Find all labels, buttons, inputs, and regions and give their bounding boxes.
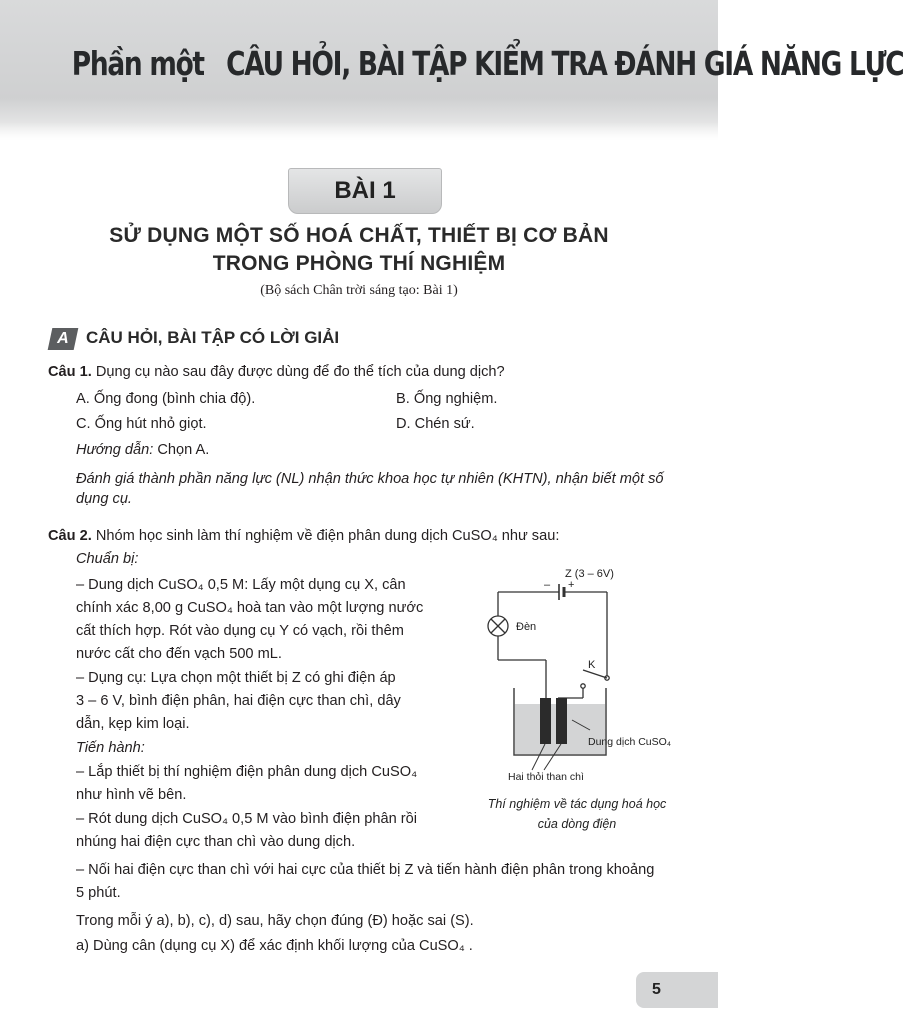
question-1-label: Câu 1. <box>48 364 92 380</box>
lesson-source: (Bộ sách Chân trời sáng tạo: Bài 1) <box>260 283 458 298</box>
q1-assessment-line2: dụng cụ. <box>76 491 132 507</box>
switch-contact <box>581 684 585 688</box>
question-2-label: Câu 2. <box>48 528 92 544</box>
question-2 <box>48 526 559 546</box>
page-number: 5 <box>652 981 661 998</box>
q1-option-c: C. Ống hút nhỏ giọt. <box>76 416 207 432</box>
q2-step1-line: như hình vẽ bên. <box>76 787 187 803</box>
q2-prep2-line: dẫn, kẹp kim loại. <box>76 716 190 732</box>
q1-guide-label: Hướng dẫn: <box>76 442 154 458</box>
q1-guide-answer: Chọn A. <box>157 442 210 458</box>
q2-prep1-line: cất thích hợp. Rót vào dụng cụ Y có vạch, rồi thêm <box>76 623 404 639</box>
source-label: Z (3 – 6V) <box>565 568 614 580</box>
q2-prep2-line: – Dụng cụ: Lựa chọn một thiết bị Z có ghi điện áp <box>76 670 396 686</box>
q1-guide <box>76 440 209 460</box>
q2-step2-line: nhúng hai điện cực than chì vào dung dịch. <box>76 834 356 850</box>
q2-procedure-label: Tiến hành: <box>76 740 145 756</box>
q2-prep1-line: – Dung dịch CuSO₄ 0,5 M: Lấy một dụng cụ X, cân <box>76 577 406 593</box>
lesson-label: BÀI 1 <box>288 168 442 214</box>
q2-step3-line: – Nối hai điện cực than chì với hai cực của thiết bị Z và tiến hành điện phân trong khoảng <box>76 862 655 878</box>
section-badge-letter: A <box>55 330 71 347</box>
question-1-text: Dụng cụ nào sau đây được dùng để đo thể tích của dung dịch? <box>95 364 505 380</box>
solution-label: Dung dịch CuSO₄ <box>588 736 672 748</box>
caption-line1: Thí nghiệm về tác dụng hoá học <box>487 797 667 811</box>
electrode-right <box>556 698 567 744</box>
q2-prep2-line: 3 – 6 V, bình điện phân, hai điện cực than chì, dây <box>76 693 401 709</box>
electrode-left <box>540 698 551 744</box>
part-label: Phần một <box>71 44 204 83</box>
q2-step3-line: 5 phút. <box>76 885 121 901</box>
q2-prep-label: Chuẩn bị: <box>76 551 139 567</box>
q2-prep1-line: nước cất cho đến vạch 500 mL. <box>76 646 282 662</box>
q2-prep1-line: chính xác 8,00 g CuSO₄ hoà tan vào một lượng nước <box>76 600 424 616</box>
electrode-label: Hai thỏi than chì <box>508 771 584 783</box>
plus-label: + <box>568 579 575 591</box>
page-number-tab <box>636 972 718 1008</box>
chapter-heading <box>71 44 903 83</box>
lesson-title-line2: TRONG PHÒNG THÍ NGHIỆM <box>212 252 506 275</box>
switch-label: K <box>588 659 596 671</box>
q2-step2-line: – Rót dung dịch CuSO₄ 0,5 M vào bình điện phân rồi <box>76 811 418 827</box>
section-title: CÂU HỎI, BÀI TẬP CÓ LỜI GIẢI <box>86 328 340 347</box>
q2-step1-line: – Lắp thiết bị thí nghiệm điện phân dung dịch CuSO₄ <box>76 764 418 780</box>
minus-label: – <box>544 579 551 591</box>
lesson-title-line1: SỬ DỤNG MỘT SỐ HOÁ CHẤT, THIẾT BỊ CƠ BẢN <box>109 224 609 247</box>
electrolysis-diagram <box>472 560 682 835</box>
q1-assessment-line1: Đánh giá thành phần năng lực (NL) nhận thức khoa học tự nhiên (KHTN), nhận biết một số <box>76 471 664 487</box>
q2-instruction: Trong mỗi ý a), b), c), d) sau, hãy chọn đúng (Đ) hoặc sai (S). <box>76 913 474 929</box>
section-badge <box>48 328 79 350</box>
caption-line2: của dòng điện <box>537 817 617 831</box>
q1-option-d: D. Chén sứ. <box>396 416 475 432</box>
q2-item-a: a) Dùng cân (dụng cụ X) để xác định khối lượng của CuSO₄ . <box>76 938 473 954</box>
question-1 <box>48 362 505 382</box>
part-title: CÂU HỎI, BÀI TẬP KIỂM TRA ĐÁNH GIÁ NĂNG LỰC <box>226 44 903 83</box>
question-2-intro: Nhóm học sinh làm thí nghiệm về điện phân dung dịch CuSO₄ như sau: <box>95 528 560 544</box>
switch-lever-icon <box>583 670 607 678</box>
lamp-label: Đèn <box>516 621 537 633</box>
q1-option-a: A. Ống đong (bình chia độ). <box>76 391 256 407</box>
q1-option-b: B. Ống nghiệm. <box>396 391 498 407</box>
